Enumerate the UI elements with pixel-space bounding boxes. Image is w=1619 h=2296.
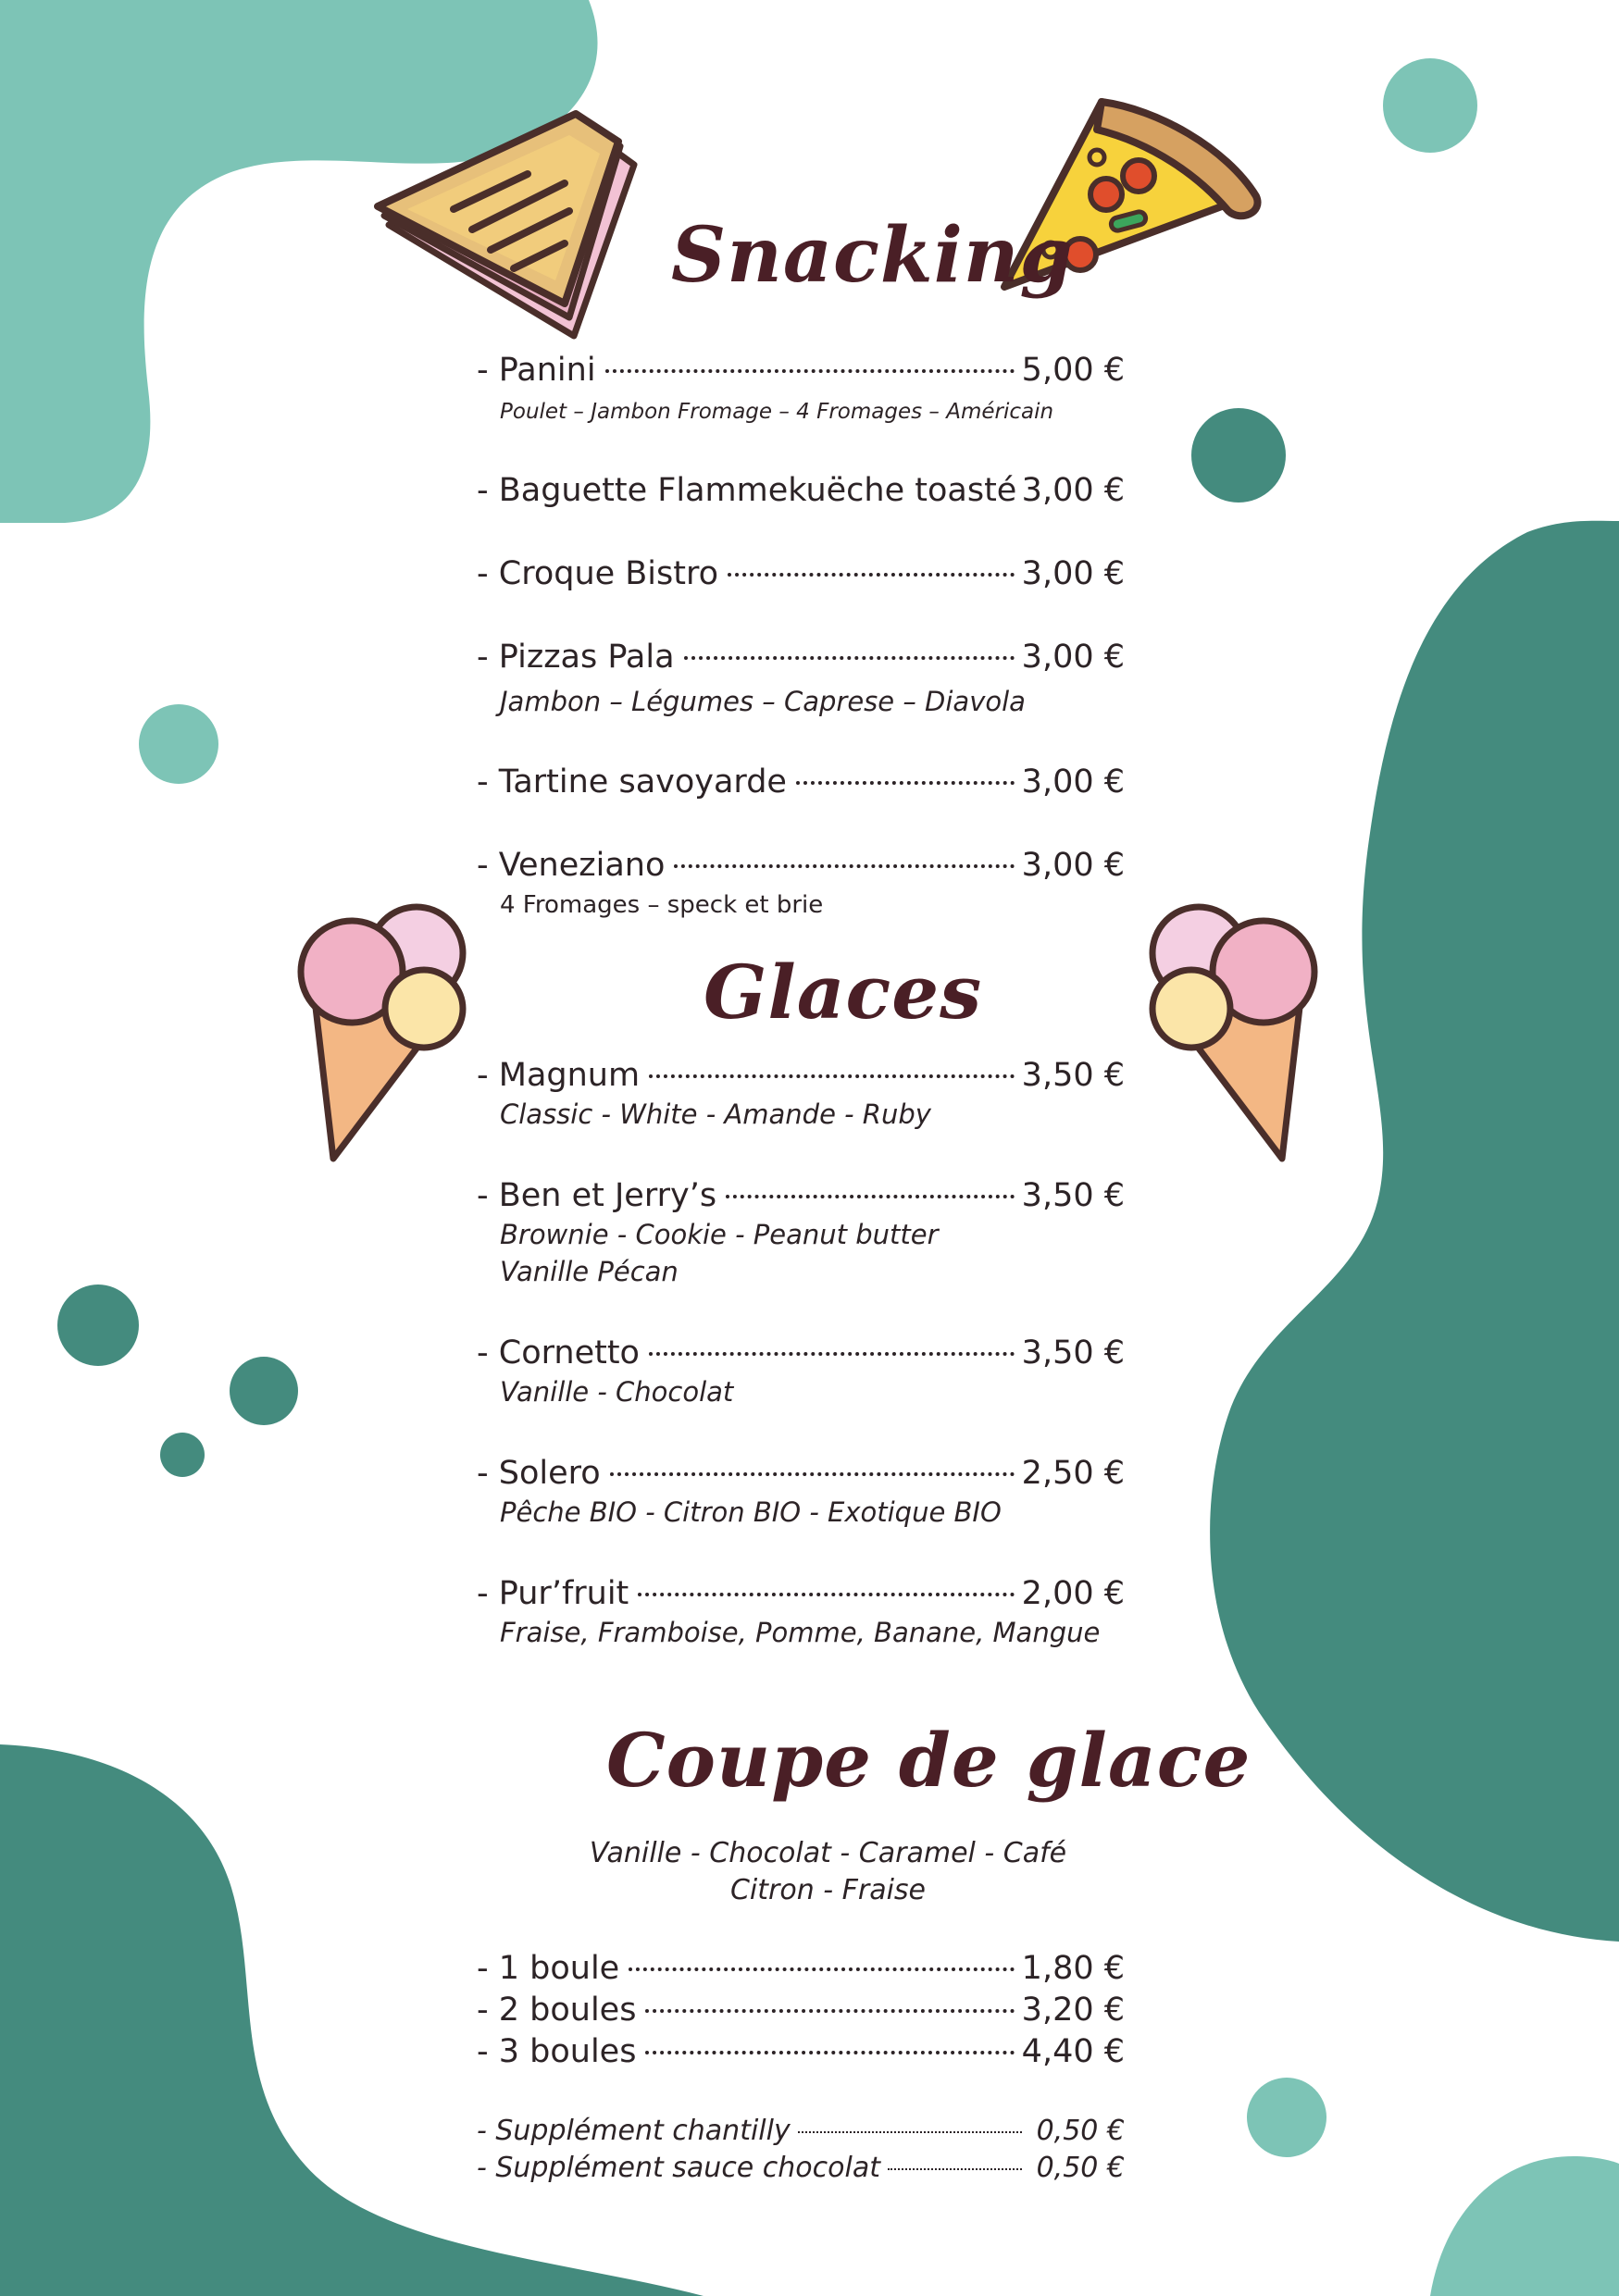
item-name: - Tartine savoyarde xyxy=(477,763,787,800)
item-price: 3,50 € xyxy=(1021,1334,1125,1371)
item-price: 2,50 € xyxy=(1021,1455,1125,1492)
dot-bottom-right xyxy=(1247,2078,1326,2157)
menu-item xyxy=(477,1988,1125,2032)
item-price: 3,00 € xyxy=(1021,639,1125,676)
item-price: 4,40 € xyxy=(1021,2033,1125,2070)
menu-item xyxy=(477,348,1125,392)
item-description: Vanille - Chocolat xyxy=(500,1376,734,1408)
dot-top-right xyxy=(1383,58,1477,153)
dot-left-lower-3 xyxy=(160,1433,205,1477)
dot-leader xyxy=(726,1195,1015,1198)
menu-item xyxy=(477,1946,1125,1991)
dot-leader xyxy=(796,781,1015,785)
item-price: 3,00 € xyxy=(1021,847,1125,884)
dot-leader xyxy=(605,369,1015,373)
item-name: - Croque Bistro xyxy=(477,555,719,592)
item-description: Classic - White - Amande - Ruby xyxy=(500,1098,931,1130)
item-name: - 2 boules xyxy=(477,1992,637,2029)
supplement-name: - Supplément chantilly xyxy=(477,2115,791,2147)
section-title-glaces: Glaces xyxy=(704,949,983,1036)
menu-item xyxy=(477,2029,1125,2074)
menu-item xyxy=(477,552,1125,596)
item-name: - Veneziano xyxy=(477,847,666,884)
item-description: Jambon – Légumes – Caprese – Diavola xyxy=(500,686,1026,717)
item-price: 5,00 € xyxy=(1021,352,1125,389)
menu-item xyxy=(477,1331,1125,1375)
blob-right xyxy=(1210,521,1619,1942)
dot-left-lower-1 xyxy=(57,1285,139,1366)
dot-leader xyxy=(798,2131,1022,2133)
sandwich-icon xyxy=(370,109,639,341)
flavors-line: Citron - Fraise xyxy=(729,1874,927,1906)
item-price: 2,00 € xyxy=(1021,1575,1125,1612)
menu-item xyxy=(477,1173,1125,1218)
menu-item xyxy=(477,760,1125,804)
item-description: Vanille Pécan xyxy=(500,1256,679,1287)
menu-item xyxy=(477,843,1125,887)
item-name: - Pizzas Pala xyxy=(477,639,675,676)
supplement-item xyxy=(477,2113,1125,2150)
blob-bottom-right xyxy=(1430,2156,1619,2296)
menu-item xyxy=(477,1451,1125,1496)
dot-leader xyxy=(610,1472,1015,1476)
dot-leader xyxy=(629,1967,1014,1971)
item-description: Brownie - Cookie - Peanut butter xyxy=(500,1219,939,1250)
item-price: 3,20 € xyxy=(1021,1992,1125,2029)
item-name: - Ben et Jerry’s xyxy=(477,1177,717,1214)
section-title-snacking: Snacking xyxy=(671,211,1074,300)
dot-leader xyxy=(645,2009,1014,2013)
dot-leader xyxy=(638,1593,1014,1596)
menu-item xyxy=(477,1053,1125,1098)
item-price: 3,00 € xyxy=(1021,472,1125,509)
item-price: 1,80 € xyxy=(1021,1950,1125,1987)
dot-leader xyxy=(649,1074,1015,1078)
supplement-item xyxy=(477,2150,1125,2187)
dot-leader xyxy=(649,1352,1015,1356)
dot-leader xyxy=(645,2051,1014,2054)
item-name: - 3 boules xyxy=(477,2033,637,2070)
item-price: 3,50 € xyxy=(1021,1177,1125,1214)
dot-leader xyxy=(674,864,1014,868)
menu-item xyxy=(477,1571,1125,1616)
item-description: Pêche BIO - Citron BIO - Exotique BIO xyxy=(500,1496,1002,1528)
dot-leader xyxy=(888,2168,1022,2170)
item-name: - Cornetto xyxy=(477,1334,640,1371)
item-description: Poulet – Jambon Fromage – 4 Fromages – Américain xyxy=(500,400,1054,424)
dot-near-pizza xyxy=(1191,408,1286,503)
dot-left-middle xyxy=(139,704,218,784)
ice-cream-cone-icon xyxy=(296,898,472,1166)
item-name: - Solero xyxy=(477,1455,601,1492)
item-name: - Magnum xyxy=(477,1057,641,1094)
dot-leader xyxy=(684,656,1015,660)
item-name: - Panini xyxy=(477,352,596,389)
flavors-line: Vanille - Chocolat - Caramel - Café xyxy=(589,1837,1067,1869)
section-title-coupe-de-glace: Coupe de glace xyxy=(606,1717,1252,1804)
item-price: 3,50 € xyxy=(1021,1057,1125,1094)
item-price: 3,00 € xyxy=(1021,555,1125,592)
item-name: - Pur’fruit xyxy=(477,1575,629,1612)
item-name: - 1 boule xyxy=(477,1950,620,1987)
item-name: - Baguette Flammekuëche toasté xyxy=(477,472,1017,509)
dot-left-lower-2 xyxy=(230,1357,298,1425)
supplement-price: 0,50 € xyxy=(1036,2115,1125,2147)
supplement-price: 0,50 € xyxy=(1036,2152,1125,2184)
menu-item xyxy=(477,635,1125,679)
menu-item xyxy=(477,468,1125,513)
item-description: 4 Fromages – speck et brie xyxy=(500,891,824,919)
ice-cream-cone-icon xyxy=(1143,898,1319,1166)
item-price: 3,00 € xyxy=(1021,763,1125,800)
supplement-name: - Supplément sauce chocolat xyxy=(477,2152,880,2184)
dot-leader xyxy=(728,573,1015,577)
item-description: Fraise, Framboise, Pomme, Banane, Mangue xyxy=(500,1617,1101,1648)
